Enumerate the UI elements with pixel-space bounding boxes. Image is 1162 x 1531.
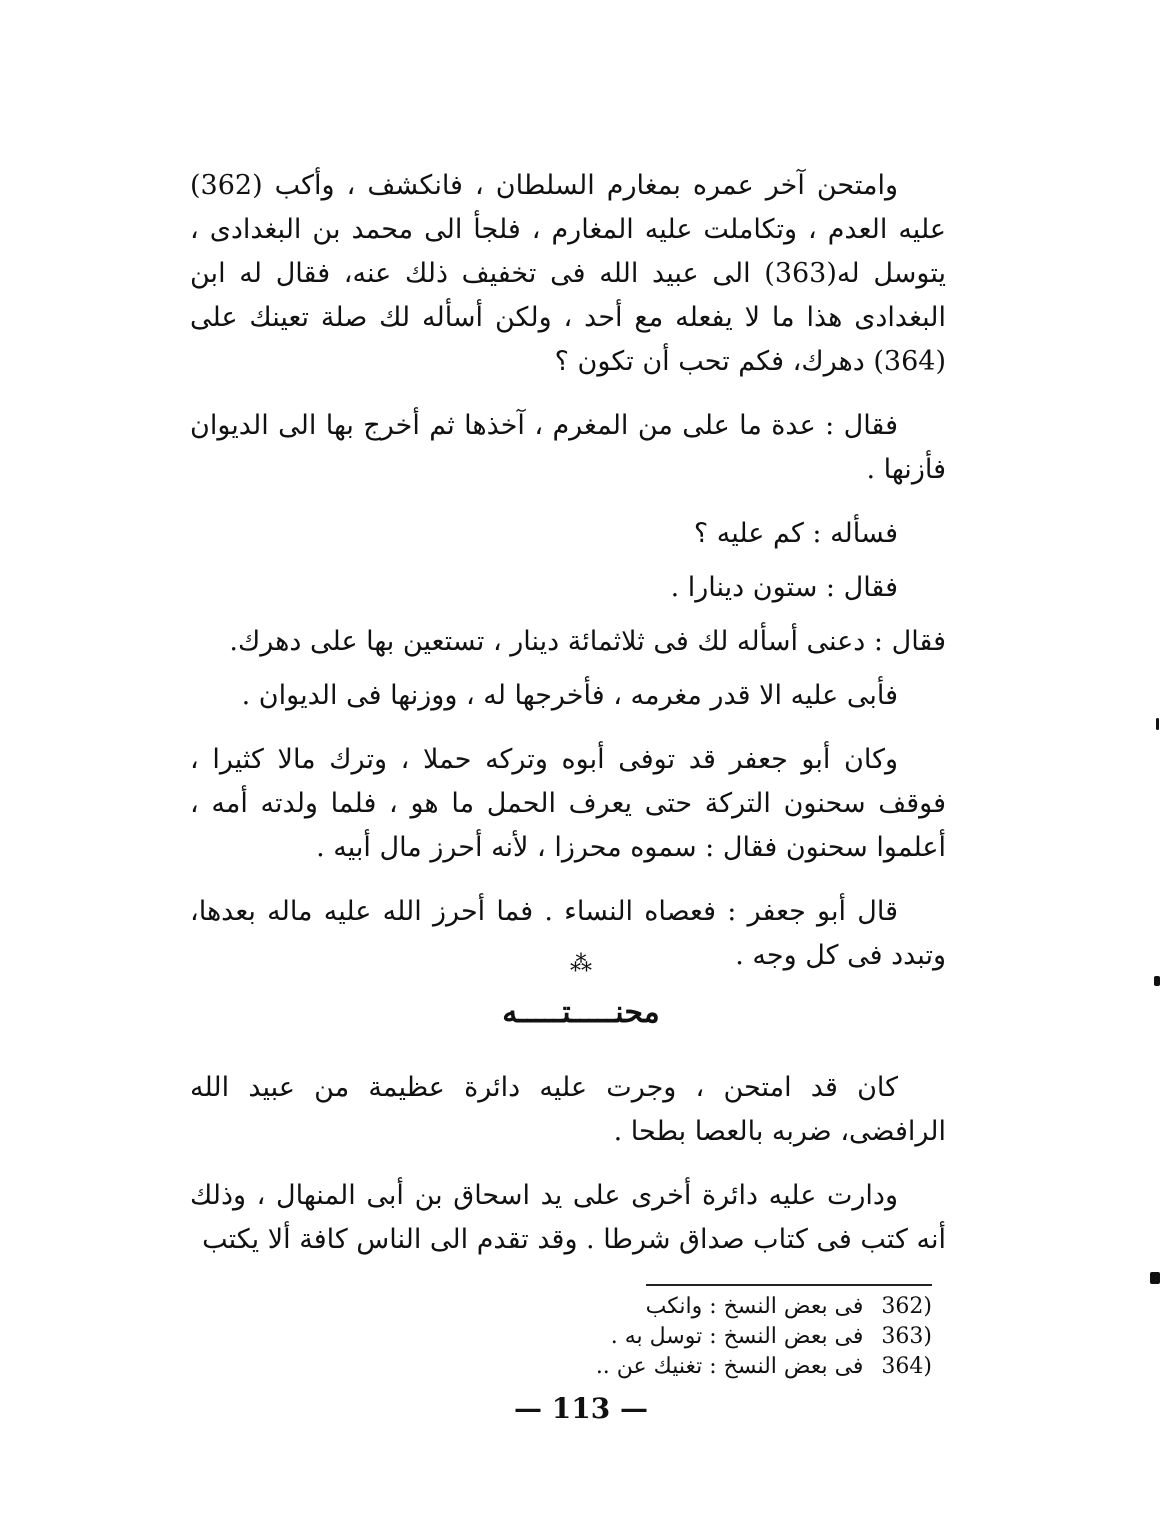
scan-speck: [1156, 718, 1159, 730]
footnote-text: فى بعض النسخ : توسل به .: [610, 1324, 864, 1349]
paragraph-10: ودارت عليه دائرة أخرى على يد اسحاق بن أبى المنهال ، وذلك أنه كتب فى كتاب صداق شرطا . وقد تقدم الى الناس كافة ألا يكتب: [190, 1180, 946, 1255]
paragraph-6: فأبى عليه الا قدر مغرمه ، فأخرجها له ، ووزنها فى الديوان .: [241, 680, 898, 711]
paragraph-7: وكان أبو جعفر قد توفى أبوه وتركه حملا ، وترك مالا كثيرا ، فوقف سحنون التركة حتى يعرف الحمل ما هو ، فلما ولدته أمه ، أعلموا سحنون فقال : سموه محرزا ، لأنه أحرز مال أبيه .: [190, 744, 946, 863]
footnote-number: 363): [881, 1324, 932, 1349]
footnote-text: فى بعض النسخ : تغنيك عن ..: [595, 1354, 864, 1379]
footnote-item: [560, 1292, 932, 1322]
footnote-separator: [646, 1284, 932, 1286]
top-text-block: [190, 164, 946, 978]
section-divider: ⁂: [570, 952, 592, 977]
footnote-item: [560, 1352, 932, 1382]
scan-speck: [1150, 1272, 1160, 1284]
footnotes: [560, 1292, 932, 1382]
footnote-item: [560, 1322, 932, 1352]
paragraph-5: فقال : دعنى أسأله لك فى ثلاثمائة دينار ، تستعين بها على دهرك.: [229, 626, 946, 657]
paragraph-2: فقال : عدة ما على من المغرم ، آخذها ثم أخرج بها الى الديوان فأزنها .: [190, 410, 946, 485]
section-title: محنـــــتـــــه: [502, 995, 660, 1030]
footnote-text: فى بعض النسخ : وانكب: [645, 1294, 864, 1319]
scan-speck: [1154, 976, 1160, 986]
paragraph-8: قال أبو جعفر : فعصاه النساء . فما أحرز الله عليه ماله بعدها، وتبدد فى كل وجه .: [190, 896, 946, 971]
paragraph-1: وامتحن آخر عمره بمغارم السلطان ، فانكشف ، وأكب (362) عليه العدم ، وتكاملت عليه المغارم ، فلجأ الى محمد بن البغدادى ، يتوسل له(363) الى عبيد الله فى تخفيف ذلك عنه، فقال له ابن البغدادى هذا ما لا يفعله مع أحد ، ولكن أسأله لك صلة تعينك على (364) دهرك، فكم تحب أن تكون ؟: [190, 170, 947, 377]
footnote-number: 362): [881, 1294, 932, 1319]
page-number: — 113 —: [514, 1392, 648, 1425]
bottom-text-block: [190, 1066, 946, 1262]
footnote-number: 364): [881, 1354, 932, 1379]
paragraph-3: فسأله : كم عليه ؟: [693, 518, 898, 549]
paragraph-9: كان قد امتحن ، وجرت عليه دائرة عظيمة من عبيد الله الرافضى، ضربه بالعصا بطحا .: [190, 1072, 946, 1147]
paragraph-4: فقال : ستون دينارا .: [670, 572, 898, 603]
